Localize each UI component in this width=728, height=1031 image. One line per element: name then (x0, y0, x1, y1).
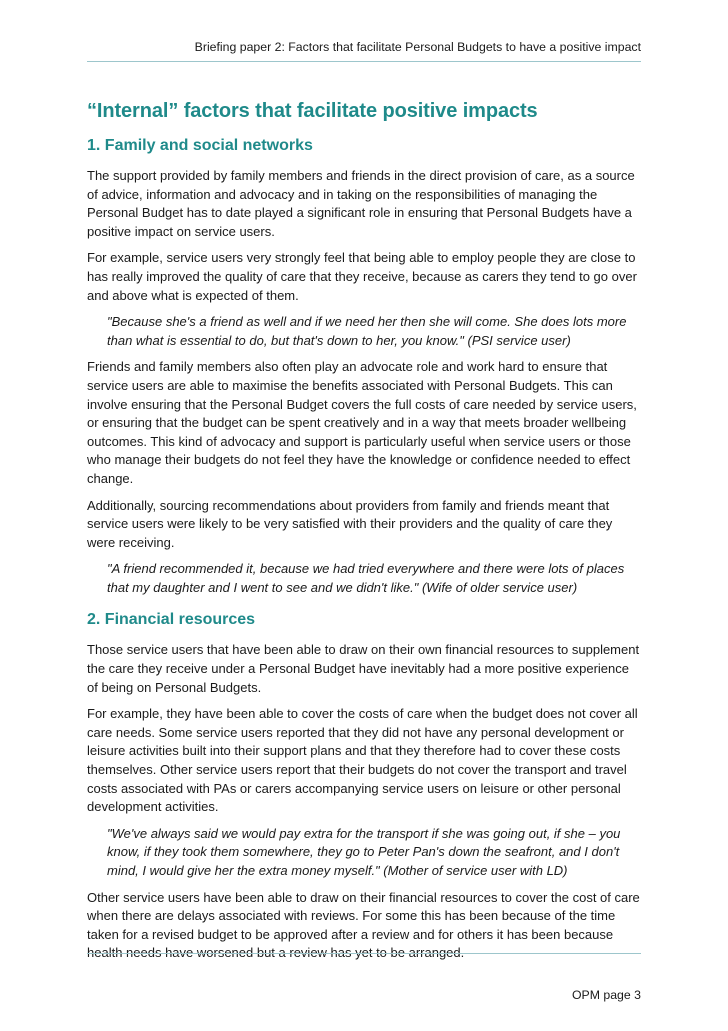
paragraph: For example, they have been able to cover the costs of care when the budget does not cover all care needs. Some service users reported that they did not have any personal development or leisure activities built into their support plans and that they therefore had to cover these costs themselves. Other service users report that their budgets do not cover the transport and travel costs associated with PAs or carers accompanying service users on leisure or other personal development activities. (87, 706, 638, 815)
paragraph: Those service users that have been able to draw on their own financial resources to supplement the care they receive under a Personal Budget have inevitably had a more positive experience of being on Personal Budgets. (87, 642, 640, 695)
running-header: Briefing paper 2: Factors that facilitate Personal Budgets to have a positive impact (194, 40, 641, 54)
page-number: OPM page 3 (571, 988, 641, 1002)
paragraph: The support provided by family members and friends in the direct provision of care, as a source of advice, information and advocacy and in taking on the responsibilities of managing the Personal Budget has to date played a significant role in ensuring that Personal Budgets have a positive impact on service users. (87, 168, 635, 239)
section-heading-family: 1. Family and social networks (87, 137, 313, 154)
paragraph: Friends and family members also often play an advocate role and work hard to ensure that service users are able to maximise the benefits associated with Personal Budgets. This can involve ensuring that the Personal Budget covers the full costs of care needed by service users, or ensuring that the budget can be spent creatively and in a way that meets broader wellbeing outcomes. This kind of advocacy and support is particularly useful when service users or those who manage their budgets do not feel they have the knowledge or confidence needed to effect change. (87, 359, 637, 486)
quote: "We've always said we would pay extra for the transport if she was going out, if she – you know, if they took them somewhere, they go to Peter Pan's down the seafront, and I don't mind, I would give her the extra money myself." (Mother of service user with LD) (107, 825, 621, 878)
paragraph: Other service users have been able to draw on their financial resources to cover the cost of care when there are delays associated with reviews. For some this has been because of the time taken for a revised budget to be approved after a review and for others it has been because health needs have worsened but a review has yet to be arranged. (87, 889, 640, 961)
section-heading-financial: 2. Financial resources (87, 611, 256, 629)
header-rule (87, 61, 641, 62)
page-title: “Internal” factors that facilitate positive impacts (87, 100, 538, 122)
quote: "A friend recommended it, because we had tried everywhere and there were lots of places that my daughter and I went to see and we didn't like." (Wife of older service user) (107, 561, 625, 595)
paragraph: Additionally, sourcing recommendations about providers from family and friends meant that service users were likely to be very satisfied with their providers and the quality of care they were receiving. (87, 497, 613, 550)
page-body (87, 100, 643, 971)
paragraph: For example, service users very strongly feel that being able to employ people they are close to has really improved the quality of care that they receive, because as carers they tend to go over and above what is expected of them. (87, 250, 637, 303)
footer-rule (87, 953, 641, 954)
quote: "Because she's a friend as well and if we need her then she will come. She does lots more than what is essential to do, but that's down to her, you know." (PSI service user) (107, 314, 627, 348)
